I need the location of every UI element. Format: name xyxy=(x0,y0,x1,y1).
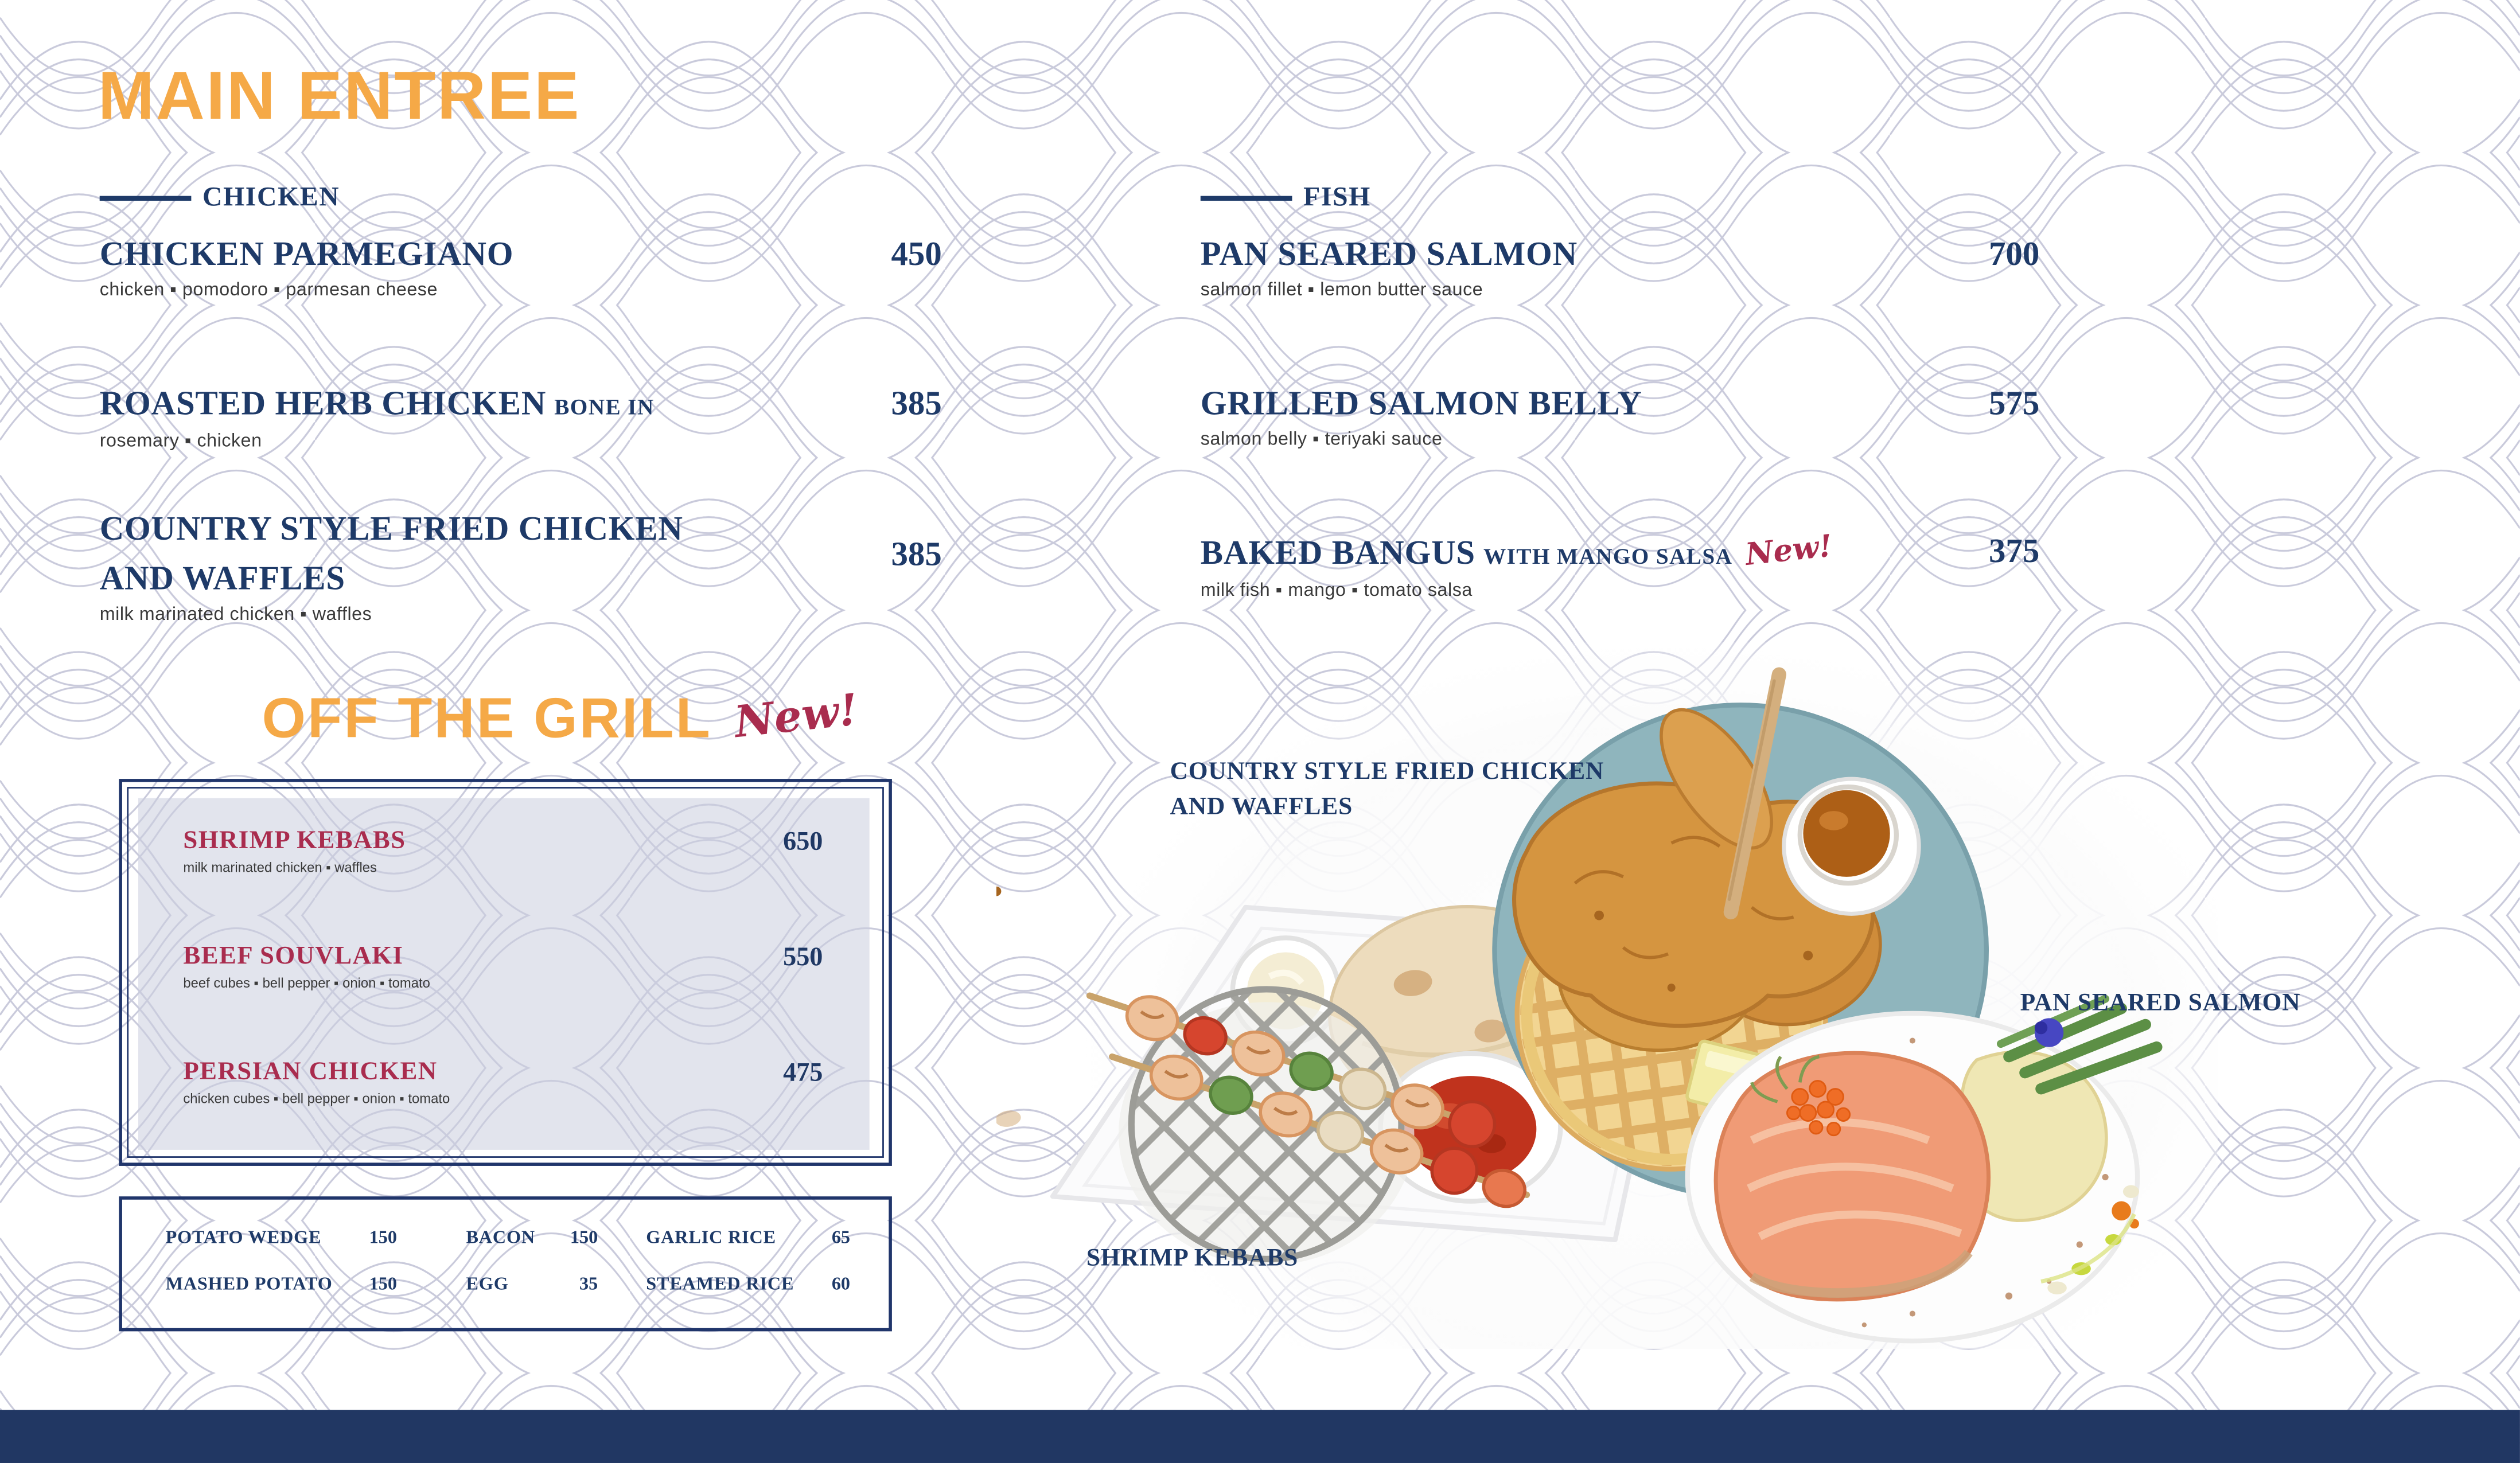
item-name: GRILLED SALMON BELLY xyxy=(1200,384,1642,423)
item-name: PERSIAN CHICKEN xyxy=(183,1058,438,1086)
side-item-name: POTATO WEDGE xyxy=(165,1228,322,1248)
bottom-accent-bar xyxy=(0,1410,2520,1463)
section-rule xyxy=(100,195,192,200)
grill-item-persian-chicken xyxy=(183,1057,823,1107)
grill-title: OFF THE GRILL xyxy=(262,687,712,750)
side-item-price: 60 xyxy=(831,1275,851,1294)
sides-box xyxy=(119,1196,892,1331)
menu-item-chicken-parmegiano xyxy=(100,233,942,301)
item-name: CHICKEN PARMEGIANO xyxy=(99,234,514,274)
menu-item-country-style-fried-chicken xyxy=(100,504,942,625)
section-label: FISH xyxy=(1303,181,1371,212)
item-price: 375 xyxy=(1988,531,2040,571)
page-title: MAIN ENTREE xyxy=(98,57,581,134)
item-name: ROASTED HERB CHICKEN xyxy=(99,384,547,423)
item-price: 650 xyxy=(783,825,823,856)
side-item-name: STEAMED RICE xyxy=(646,1275,794,1294)
side-item-price: 150 xyxy=(369,1275,397,1294)
side-item-name: MASHED POTATO xyxy=(165,1275,333,1294)
item-price: 475 xyxy=(783,1056,823,1087)
grill-item-beef-souvlaki xyxy=(183,941,823,991)
item-price: 385 xyxy=(891,535,942,574)
grill-item-shrimp-kebabs xyxy=(183,825,823,875)
item-description: rosemary ▪ chicken xyxy=(99,432,262,451)
item-name: COUNTRY STYLE FRIED CHICKEN AND WAFFLES xyxy=(99,509,683,598)
item-price: 450 xyxy=(891,234,942,274)
item-description: chicken ▪ pomodoro ▪ parmesan cheese xyxy=(99,281,438,301)
item-description: salmon belly ▪ teriyaki sauce xyxy=(1200,430,1443,450)
new-badge: New! xyxy=(732,685,860,748)
item-price: 550 xyxy=(783,941,823,972)
grill-section-heading xyxy=(262,687,858,751)
item-name: BAKED BANGUS xyxy=(1200,533,1475,572)
section-header-chicken xyxy=(100,181,340,213)
menu-item-roasted-herb-chicken xyxy=(100,382,942,451)
side-item-price: 150 xyxy=(369,1228,397,1248)
item-price: 700 xyxy=(1988,234,2040,274)
menu-item-baked-bangus xyxy=(1201,530,2039,600)
menu-item-pan-seared-salmon xyxy=(1201,233,2039,301)
grill-items-box xyxy=(119,779,892,1166)
new-badge: New! xyxy=(1743,528,1835,574)
side-item-price: 150 xyxy=(570,1228,598,1248)
item-suffix: WITH MANGO SALSA xyxy=(1483,546,1733,571)
menu-item-grilled-salmon-belly xyxy=(1201,382,2039,450)
section-rule xyxy=(1201,195,1292,200)
side-item-name: EGG xyxy=(466,1275,509,1294)
item-price: 575 xyxy=(1988,384,2040,423)
item-description: milk marinated chicken ▪ waffles xyxy=(183,859,377,876)
side-item-name: GARLIC RICE xyxy=(646,1228,776,1248)
item-name: PAN SEARED SALMON xyxy=(1200,234,1578,274)
section-header-fish xyxy=(1201,181,1371,213)
item-description: chicken cubes ▪ bell pepper ▪ onion ▪ tomato xyxy=(183,1090,450,1107)
item-name: BEEF SOUVLAKI xyxy=(183,942,404,970)
item-description: milk marinated chicken ▪ waffles xyxy=(99,605,372,625)
item-suffix: BONE IN xyxy=(554,396,655,421)
item-description: beef cubes ▪ bell pepper ▪ onion ▪ tomato xyxy=(183,974,430,991)
item-price: 385 xyxy=(891,384,942,423)
photo-label-chicken-waffles: COUNTRY STYLE FRIED CHICKEN AND WAFFLES xyxy=(1170,758,1604,821)
side-item-name: BACON xyxy=(466,1228,536,1248)
section-label: CHICKEN xyxy=(202,181,340,212)
side-item-price: 35 xyxy=(579,1275,598,1294)
photo-label-pan-seared-salmon: PAN SEARED SALMON xyxy=(2020,989,2301,1017)
side-item-price: 65 xyxy=(831,1228,851,1248)
item-name: SHRIMP KEBABS xyxy=(183,827,406,855)
photo-label-shrimp-kebabs: SHRIMP KEBABS xyxy=(1086,1244,1299,1272)
item-description: milk fish ▪ mango ▪ tomato salsa xyxy=(1200,581,1473,601)
item-description: salmon fillet ▪ lemon butter sauce xyxy=(1200,281,1483,301)
